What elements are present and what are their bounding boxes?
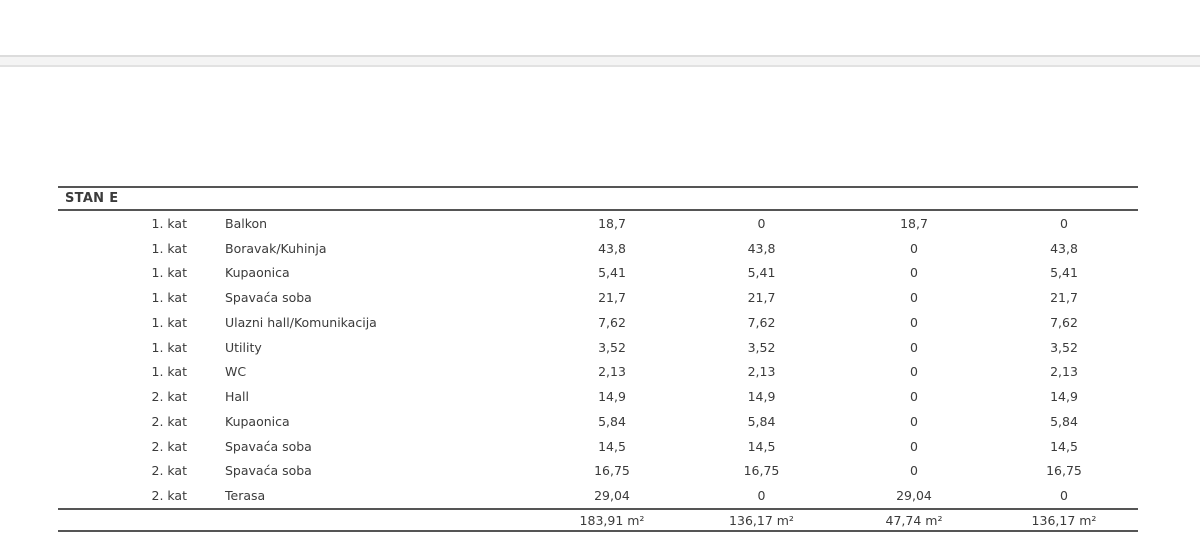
area-cell-1: 3,52	[598, 339, 626, 355]
area-cell-2: 2,13	[747, 364, 776, 380]
area-cell-2: 3,52	[747, 339, 776, 355]
area-cell-3: 18,7	[900, 215, 928, 231]
room-name-cell: Kupaonica	[225, 413, 290, 429]
area-cell-4: 0	[1060, 488, 1068, 504]
area-cell-4: 3,52	[1050, 339, 1078, 355]
area-cell-2: 14,5	[747, 438, 776, 454]
room-name-cell: WC	[225, 364, 247, 380]
room-name-cell: Ulazni hall/Komunikacija	[225, 314, 377, 330]
room-name-cell: Kupaonica	[225, 265, 290, 281]
area-cell-2: 21,7	[747, 290, 776, 306]
area-cell-4: 7,62	[1050, 314, 1078, 330]
top-divider-band	[0, 55, 1200, 67]
table-row	[58, 409, 1138, 434]
area-cell-1: 5,84	[598, 413, 626, 429]
floor-cell: 1. kat	[151, 364, 187, 380]
area-cell-2: 5,84	[747, 413, 776, 429]
table-row	[58, 459, 1138, 484]
area-cell-3: 0	[910, 364, 918, 380]
table-body	[58, 211, 1138, 508]
floor-cell: 1. kat	[151, 290, 187, 306]
area-cell-1: 14,9	[598, 389, 626, 405]
floor-cell: 1. kat	[151, 314, 187, 330]
room-name-cell: Boravak/Kuhinja	[225, 240, 327, 256]
apartment-title: STAN E	[65, 191, 119, 206]
table-row	[58, 261, 1138, 286]
table-row	[58, 236, 1138, 261]
area-cell-3: 0	[910, 265, 918, 281]
table-row	[58, 384, 1138, 409]
floor-cell: 2. kat	[151, 438, 187, 454]
totals-row	[58, 508, 1138, 530]
room-name-cell: Utility	[225, 339, 262, 355]
area-cell-3: 29,04	[896, 488, 932, 504]
area-cell-2: 14,9	[747, 389, 776, 405]
area-cell-3: 0	[910, 463, 918, 479]
table-row	[58, 360, 1138, 385]
area-cell-1: 7,62	[598, 314, 626, 330]
room-name-cell: Spavaća soba	[225, 463, 312, 479]
table-row	[58, 310, 1138, 335]
room-name-cell: Hall	[225, 389, 250, 405]
table-row	[58, 285, 1138, 310]
area-cell-4: 2,13	[1050, 364, 1078, 380]
floor-cell: 1. kat	[151, 265, 187, 281]
area-cell-3: 0	[910, 339, 918, 355]
area-cell-1: 2,13	[598, 364, 626, 380]
area-cell-3: 0	[910, 314, 918, 330]
floor-cell: 2. kat	[151, 463, 187, 479]
area-cell-4: 14,9	[1050, 389, 1078, 405]
area-cell-4: 16,75	[1046, 463, 1082, 479]
area-cell-2: 16,75	[743, 463, 780, 479]
area-cell-1: 29,04	[594, 488, 630, 504]
table-row	[58, 335, 1138, 360]
total-area-cell-2: 136,17 m²	[729, 512, 794, 528]
apartment-header-row	[58, 188, 1138, 211]
area-cell-1: 21,7	[598, 290, 626, 306]
area-cell-3: 0	[910, 389, 918, 405]
room-name-cell: Terasa	[225, 488, 266, 504]
total-area-cell-3: 47,74 m²	[885, 512, 943, 528]
area-cell-3: 0	[910, 413, 918, 429]
total-area-cell-4: 136,17 m²	[1031, 512, 1097, 528]
floor-cell: 1. kat	[151, 339, 187, 355]
apartment-area-table	[58, 186, 1138, 532]
floor-cell: 2. kat	[151, 488, 187, 504]
area-cell-1: 43,8	[598, 240, 626, 256]
area-cell-2: 5,41	[747, 265, 776, 281]
area-cell-1: 16,75	[594, 463, 630, 479]
area-cell-4: 43,8	[1050, 240, 1078, 256]
area-cell-1: 5,41	[598, 265, 626, 281]
floor-cell: 1. kat	[151, 215, 187, 231]
table-row	[58, 483, 1138, 508]
table-row	[58, 434, 1138, 459]
area-cell-2: 7,62	[747, 314, 776, 330]
area-cell-1: 14,5	[598, 438, 626, 454]
table-row	[58, 211, 1138, 236]
area-cell-4: 5,41	[1050, 265, 1078, 281]
area-cell-4: 5,84	[1050, 413, 1078, 429]
area-cell-3: 0	[910, 240, 918, 256]
area-cell-4: 21,7	[1050, 290, 1078, 306]
floor-cell: 1. kat	[151, 240, 187, 256]
area-cell-3: 0	[910, 438, 918, 454]
room-name-cell: Spavaća soba	[225, 438, 312, 454]
area-cell-2: 43,8	[747, 240, 776, 256]
area-cell-2: 0	[757, 488, 766, 504]
floor-cell: 2. kat	[151, 389, 187, 405]
area-cell-3: 0	[910, 290, 918, 306]
area-cell-2: 0	[757, 215, 766, 231]
area-cell-1: 18,7	[598, 215, 626, 231]
area-cell-4: 0	[1060, 215, 1068, 231]
total-area-cell-1: 183,91 m²	[579, 512, 645, 528]
floor-cell: 2. kat	[151, 413, 187, 429]
area-cell-4: 14,5	[1050, 438, 1078, 454]
room-name-cell: Balkon	[225, 215, 268, 231]
room-name-cell: Spavaća soba	[225, 290, 312, 306]
